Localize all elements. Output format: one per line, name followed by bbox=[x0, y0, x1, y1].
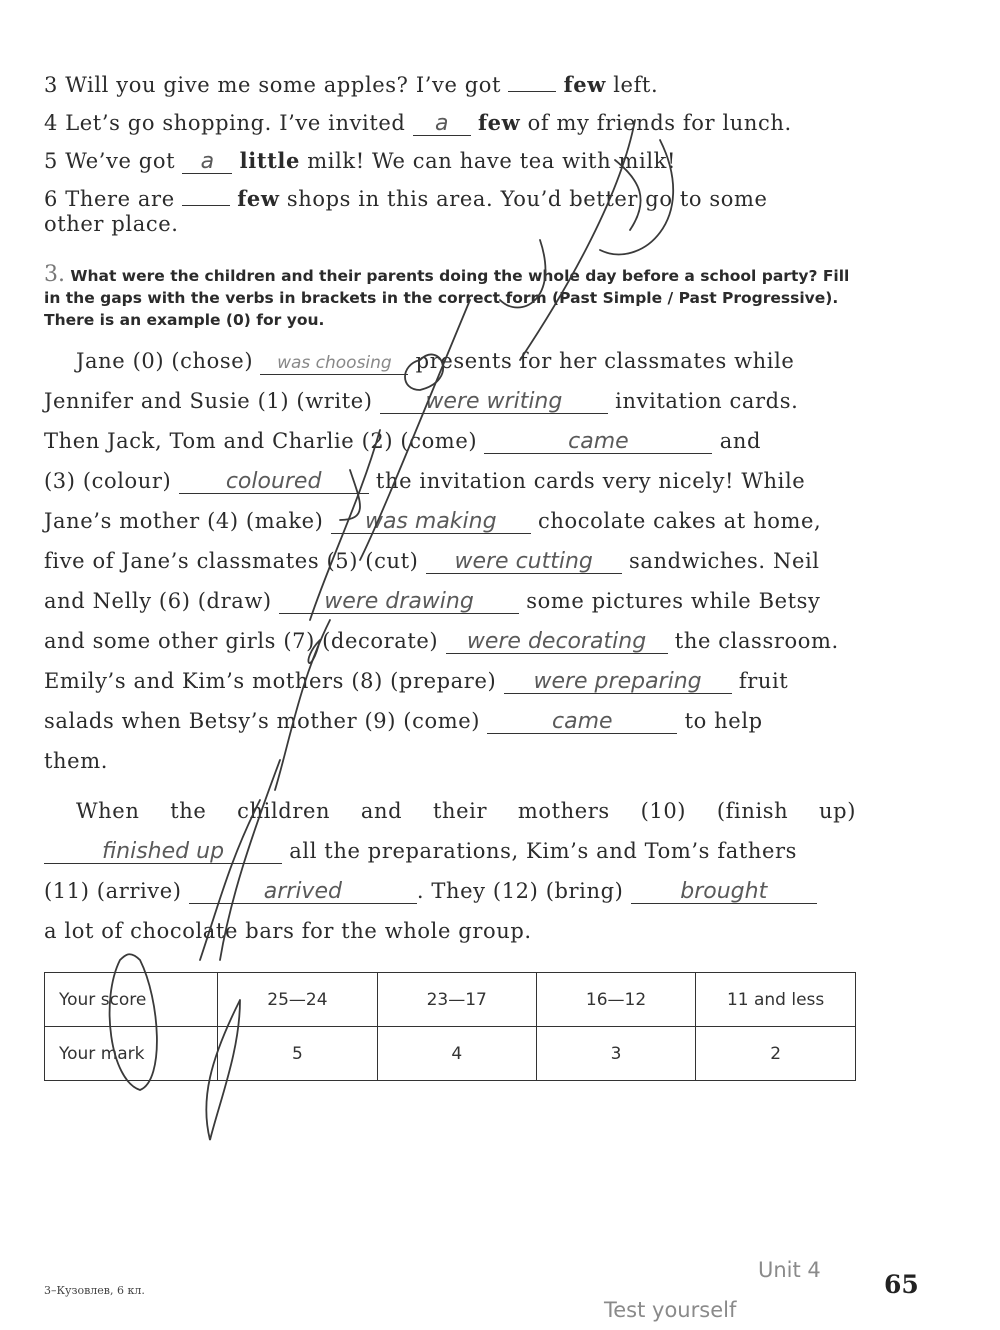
exercise-number: 3. bbox=[44, 262, 65, 287]
exercise2-line4 bbox=[44, 110, 856, 136]
unit-label: Unit 4 bbox=[758, 1258, 821, 1282]
p2-line1: When the children and their mothers (10) (finish up) bbox=[76, 799, 856, 823]
answer-7[interactable]: were decorating bbox=[446, 631, 668, 654]
mark-row bbox=[45, 1027, 856, 1081]
text: some pictures while Betsy bbox=[526, 589, 821, 613]
p1-line11: them. bbox=[44, 749, 108, 773]
score-label: Your score bbox=[45, 973, 218, 1027]
text: Then Jack, Tom and Charlie (2) (come) bbox=[44, 429, 478, 453]
line3-text: 3 Will you give me some apples? I’ve got bbox=[44, 73, 502, 97]
text: and Nelly (6) (draw) bbox=[44, 589, 272, 613]
p1-line2 bbox=[44, 388, 856, 414]
exercise3-instruction bbox=[44, 264, 856, 331]
line5-keyword: little bbox=[239, 148, 300, 173]
p1-line7 bbox=[44, 588, 856, 614]
answer-9[interactable]: came bbox=[487, 711, 677, 734]
text: all the preparations, Kim’s and Tom’s fathers bbox=[289, 839, 798, 863]
score-range: 23—17 bbox=[377, 973, 536, 1027]
line3-gap[interactable] bbox=[508, 73, 556, 92]
answer-12[interactable]: brought bbox=[631, 881, 817, 904]
text: presents for her classmates while bbox=[415, 349, 795, 373]
p1-line3 bbox=[44, 428, 856, 454]
text: Jane’s mother (4) (make) bbox=[44, 509, 324, 533]
p2-line2 bbox=[44, 838, 856, 864]
line4-text: 4 Let’s go shopping. I’ve invited bbox=[44, 111, 406, 135]
answer-10[interactable]: finished up bbox=[44, 841, 282, 864]
line5-text: 5 We’ve got bbox=[44, 149, 176, 173]
answer-5[interactable]: were cutting bbox=[426, 551, 622, 574]
text: and bbox=[719, 429, 762, 453]
line4-end: of my friends for lunch. bbox=[527, 111, 792, 135]
text: Emily’s and Kim’s mothers (8) (prepare) bbox=[44, 669, 497, 693]
answer-3[interactable]: coloured bbox=[179, 471, 369, 494]
answer-11[interactable]: arrived bbox=[189, 881, 417, 904]
text: Jennifer and Susie (1) (write) bbox=[44, 389, 373, 413]
text: fruit bbox=[738, 669, 789, 693]
answer-1[interactable]: were writing bbox=[380, 391, 608, 414]
exercise2-line6b: other place. bbox=[44, 212, 179, 236]
text: five of Jane’s classmates (5) (cut) bbox=[44, 549, 419, 573]
footer-code: 3–Кузовлев, 6 кл. bbox=[44, 1284, 145, 1297]
score-range: 16—12 bbox=[536, 973, 695, 1027]
line4-answer[interactable]: a bbox=[413, 113, 471, 136]
line3-keyword: few bbox=[563, 72, 606, 97]
p1-line5 bbox=[44, 508, 856, 534]
text: salads when Betsy’s mother (9) (come) bbox=[44, 709, 481, 733]
mark-label: Your mark bbox=[45, 1027, 218, 1081]
exercise2-line6 bbox=[44, 186, 856, 212]
exercise2-line3 bbox=[44, 72, 856, 98]
text: and some other girls (7) (decorate) bbox=[44, 629, 439, 653]
mark-value: 2 bbox=[696, 1027, 856, 1081]
answer-8[interactable]: were preparing bbox=[504, 671, 732, 694]
p2-line3 bbox=[44, 878, 856, 904]
line6-text: 6 There are bbox=[44, 187, 175, 211]
mark-value: 4 bbox=[377, 1027, 536, 1081]
text: chocolate cakes at home, bbox=[538, 509, 822, 533]
answer-0-example: was choosing bbox=[260, 352, 408, 375]
score-range: 25—24 bbox=[218, 973, 377, 1027]
line6-end: shops in this area. You’d better go to some bbox=[286, 187, 768, 211]
mark-value: 3 bbox=[536, 1027, 695, 1081]
score-range: 11 and less bbox=[696, 973, 856, 1027]
line5-answer[interactable]: a bbox=[182, 151, 232, 174]
mark-value: 5 bbox=[218, 1027, 377, 1081]
line5-end: milk! We can have tea with milk! bbox=[307, 149, 677, 173]
p1-line9 bbox=[44, 668, 856, 694]
instruction-text: What were the children and their parents doing the whole day before a school party? Fill in the gaps with the verbs in brackets in the correct form (Past Simple / Past Progressive). There is an example (0) for you. bbox=[44, 267, 850, 329]
text: (3) (colour) bbox=[44, 469, 172, 493]
score-row bbox=[45, 973, 856, 1027]
p1-line4 bbox=[44, 468, 856, 494]
line6-gap[interactable] bbox=[182, 187, 230, 206]
text: invitation cards. bbox=[615, 389, 799, 413]
text: Jane (0) (chose) bbox=[76, 349, 254, 373]
p1-line1 bbox=[44, 348, 856, 375]
text: . They (12) (bring) bbox=[416, 879, 624, 903]
page-number: 65 bbox=[884, 1270, 919, 1299]
line6-keyword: few bbox=[237, 186, 280, 211]
p1-line8 bbox=[44, 628, 856, 654]
answer-2[interactable]: came bbox=[484, 431, 712, 454]
p1-line6 bbox=[44, 548, 856, 574]
text: the classroom. bbox=[674, 629, 839, 653]
p2-line4: a lot of chocolate bars for the whole group. bbox=[44, 919, 532, 943]
text: (11) (arrive) bbox=[44, 879, 182, 903]
score-table bbox=[44, 972, 856, 1081]
line3-end: left. bbox=[613, 73, 659, 97]
answer-4[interactable]: was making bbox=[331, 511, 531, 534]
answer-6[interactable]: were drawing bbox=[279, 591, 519, 614]
line4-keyword: few bbox=[478, 110, 521, 135]
section-label: Test yourself bbox=[604, 1298, 737, 1322]
exercise2-line5 bbox=[44, 148, 856, 174]
text: sandwiches. Neil bbox=[628, 549, 820, 573]
p1-line10 bbox=[44, 708, 856, 734]
text: the invitation cards very nicely! While bbox=[375, 469, 806, 493]
text: to help bbox=[684, 709, 763, 733]
